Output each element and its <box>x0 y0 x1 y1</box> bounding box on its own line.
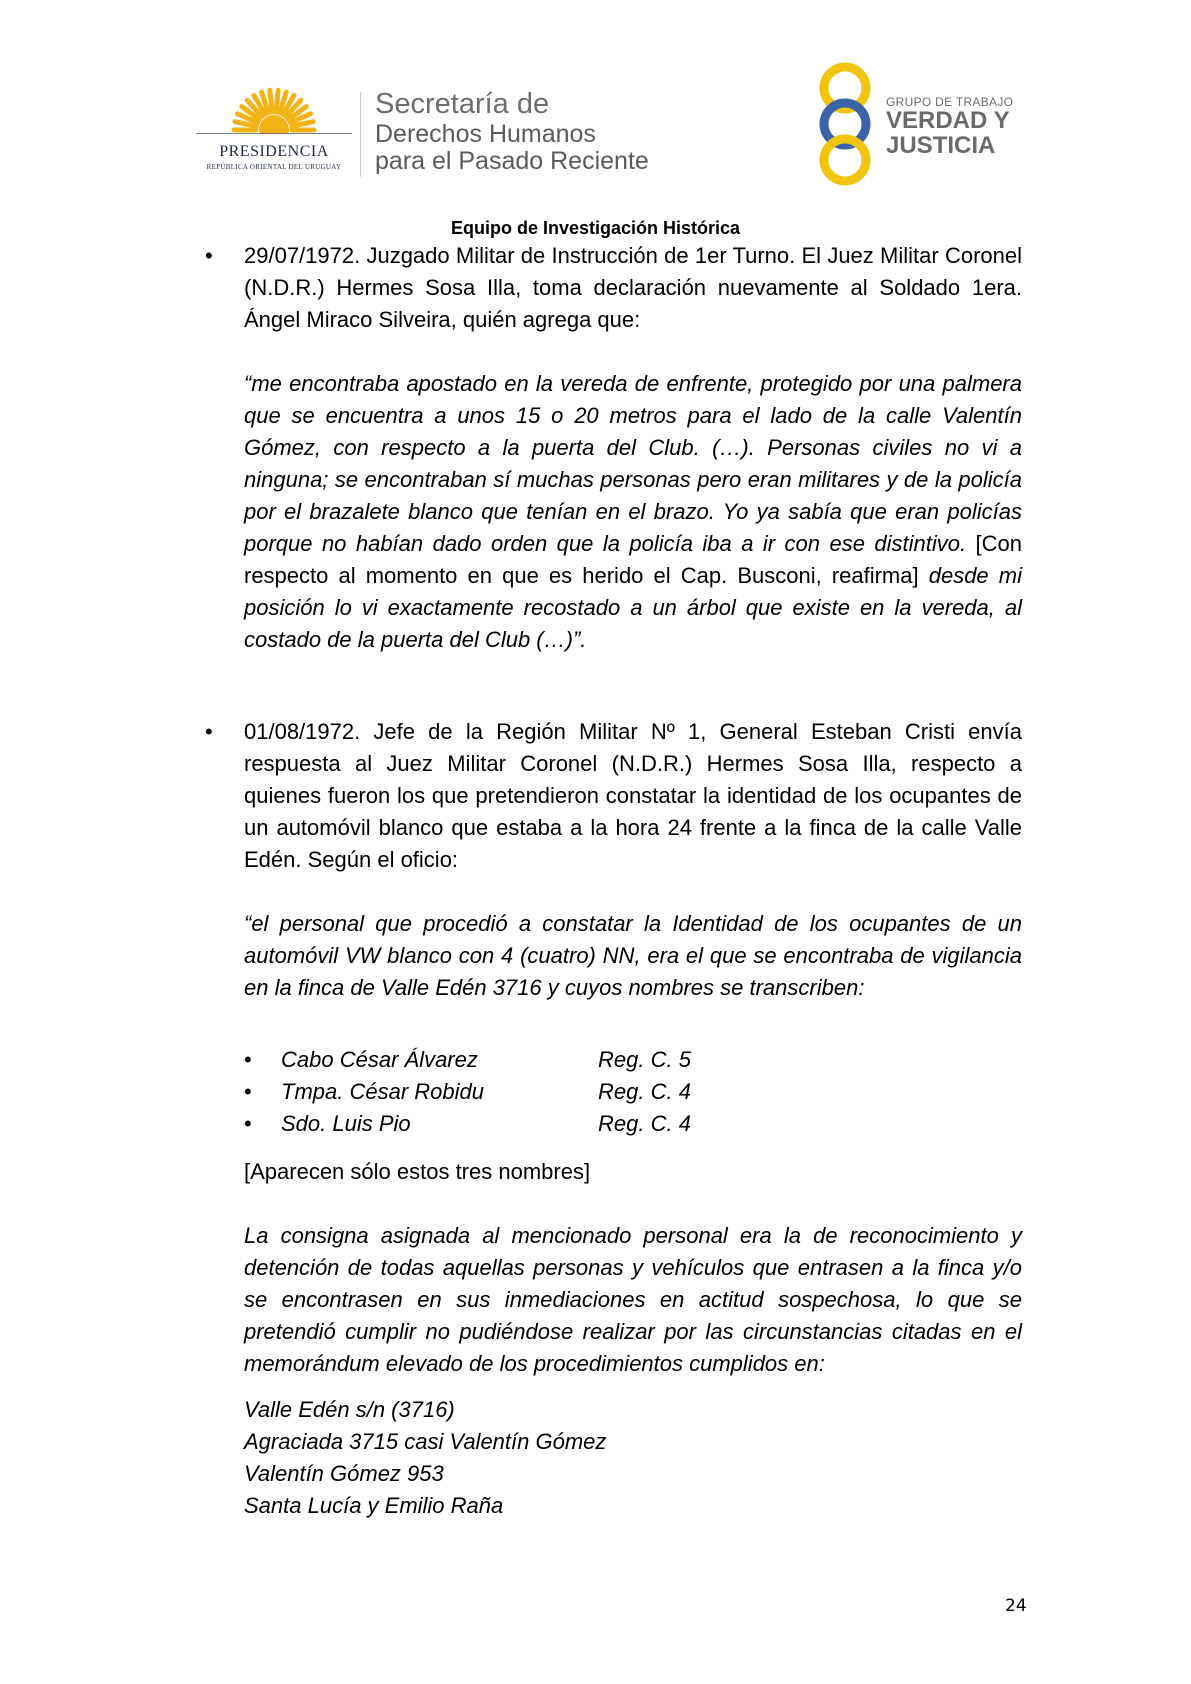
entry-2-note: [Aparecen sólo estos tres nombres] <box>244 1159 591 1184</box>
entry-1-quote-note: [Con respecto al momento en que es herido el Cap. Busconi, reafirma] <box>244 531 1022 588</box>
entry-1-text: 29/07/1972. Juzgado Militar de Instrucción de 1er Turno. El Juez Militar Coronel (N.D.R.) Hermes Sosa Illa, toma declaración nuevamente al Soldado 1era. Ángel Miraco Silveira, quién agrega que: <box>244 243 1022 332</box>
entry-2-text: 01/08/1972. Jefe de la Región Militar Nº 1, General Esteban Cristi envía respuesta al Juez Militar Coronel (N.D.R.) Hermes Sosa Illa, respecto a quienes fueron los que pretendieron constatar la identidad de los ocupantes de un automóvil blanco que estaba a la hora 24 frente a la finca de la calle Valle Edén. Según el oficio: <box>244 719 1022 872</box>
entry-1-quote-part2: desde mi posición lo vi exactamente recostado a un árbol que existe en la vereda, al costado de la puerta del Club (…)”. <box>244 563 1022 652</box>
personnel-name: Cabo César Álvarez <box>281 1047 478 1072</box>
presidencia-wordmark: PRESIDENCIA <box>219 143 329 160</box>
bullet-entry-1: • <box>205 243 213 268</box>
personnel-bullet: • <box>244 1111 252 1136</box>
page-number: 24 <box>1005 1596 1027 1616</box>
personnel-regiment: Reg. C. 4 <box>598 1111 691 1136</box>
sun-ray <box>270 90 272 112</box>
entry-2-consigna: La consigna asignada al mencionado personal era la de reconocimiento y detención de todas aquellas personas y vehículos que entrasen a la finca y/o se encontrasen en sus inmediaciones en actitud sospechosa, lo que se pretendió cumplir no pudiéndose realizar por las circunstancias citadas en el memorándum elevado de los procedimientos cumplidos en: <box>244 1223 1022 1376</box>
gtvj-rings-logo <box>805 60 885 188</box>
address-line: Valle Edén s/n (3716) <box>244 1397 455 1422</box>
address-line: Santa Lucía y Emilio Raña <box>244 1493 504 1518</box>
gtvj-label-verdad: VERDAD Y <box>886 107 1010 134</box>
personnel-name: Tmpa. César Robidu <box>281 1079 484 1104</box>
secretaria-subtitle-1: Derechos Humanos <box>375 120 596 148</box>
personnel-bullet: • <box>244 1047 252 1072</box>
sun-ray <box>276 90 278 112</box>
header-divider <box>360 92 361 177</box>
personnel-regiment: Reg. C. 5 <box>598 1047 691 1072</box>
address-line: Agraciada 3715 casi Valentín Gómez <box>244 1429 607 1454</box>
entry-2-quote: “el personal que procedió a constatar la Identidad de los ocupantes de un automóvil VW blanco con 4 (cuatro) NN, era el que se encontraba de vigilancia en la finca de Valle Edén 3716 y cuyos nombres se transcriben: <box>244 911 1022 1000</box>
personnel-bullet: • <box>244 1079 252 1104</box>
entry-1-quote-part1: “me encontraba apostado en la vereda de enfrente, protegido por una palmera que se encuentra a unos 15 o 20 metros para el lado de la calle Valentín Gómez, con respecto a la puerta del Club. (…). Personas civiles no vi a ninguna; se encontraban sí muchas personas pero eran militares y de la policía por el brazalete blanco que tenían en el brazo. Yo ya sabía que eran policías porque no habían dado orden que la policía iba a ir con ese distintivo. <box>244 371 1022 556</box>
address-line: Valentín Gómez 953 <box>244 1461 444 1486</box>
personnel-regiment: Reg. C. 4 <box>598 1079 691 1104</box>
team-title: Equipo de Investigación Histórica <box>450 218 741 238</box>
personnel-name: Sdo. Luis Pio <box>281 1111 411 1136</box>
gtvj-label-top: GRUPO DE TRABAJO <box>886 95 1014 109</box>
secretaria-title: Secretaría de <box>375 88 550 120</box>
entry-1-quote <box>244 368 1022 656</box>
bullet-entry-2: • <box>205 719 213 744</box>
secretaria-subtitle-2: para el Pasado Reciente <box>375 147 649 175</box>
presidencia-subtitle: REPÚBLICA ORIENTAL DEL URUGUAY <box>206 163 342 171</box>
gtvj-label-justicia: JUSTICIA <box>886 132 996 159</box>
